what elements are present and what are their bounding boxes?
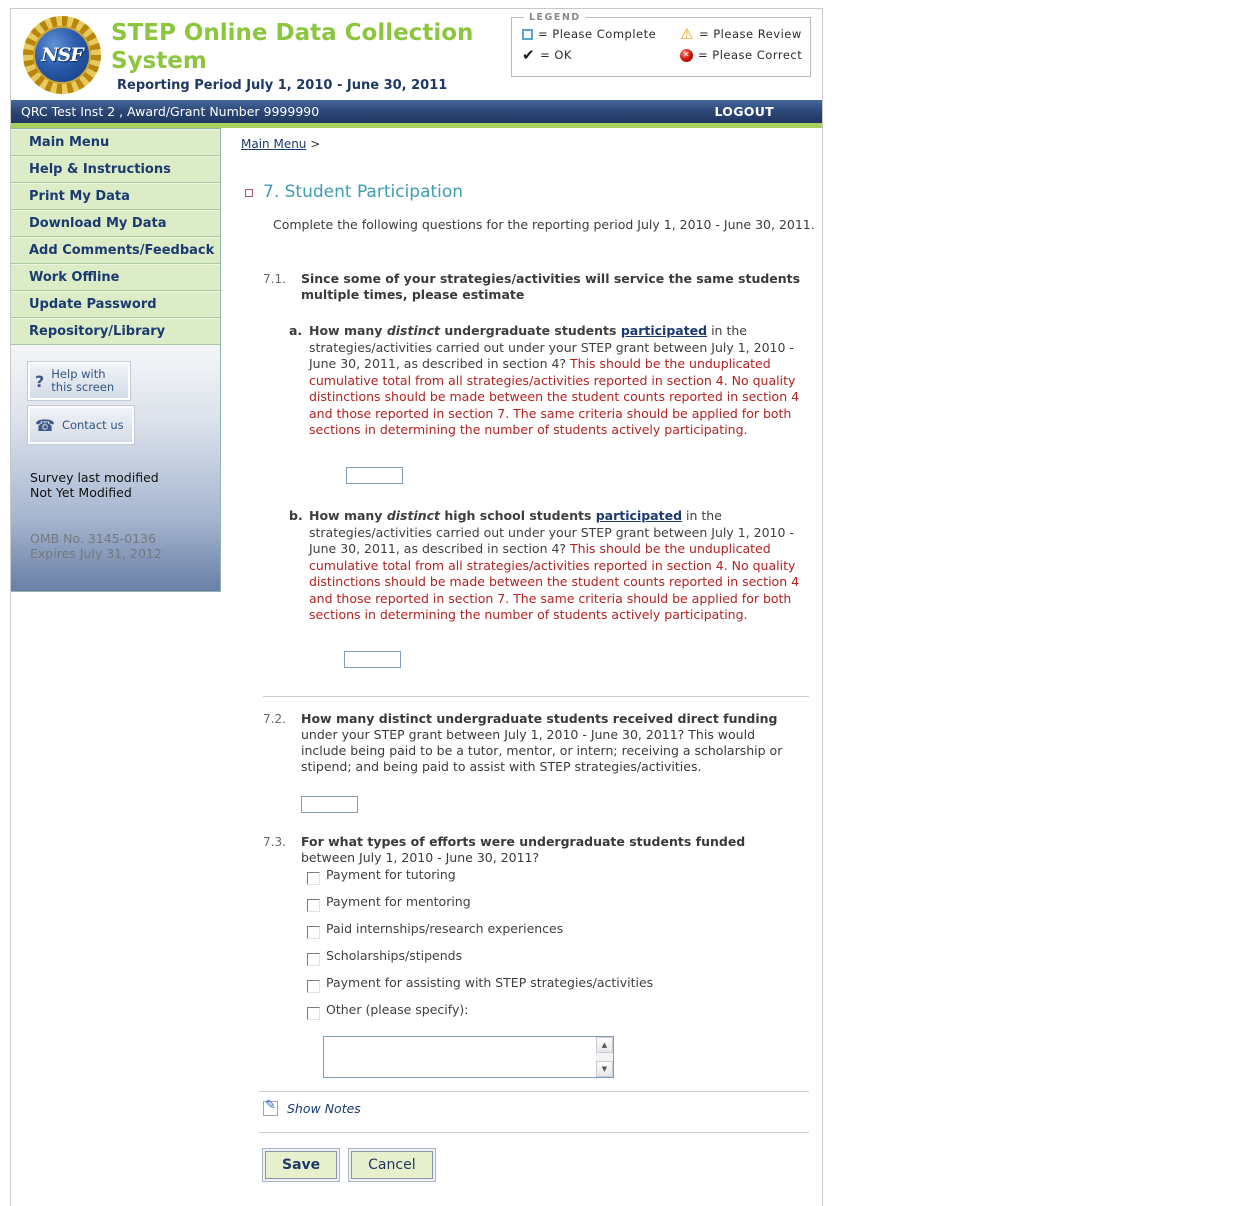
contact-us-button[interactable]: ☎ Contact us bbox=[28, 406, 134, 444]
checkbox[interactable] bbox=[307, 980, 320, 993]
input-7-1b[interactable] bbox=[344, 651, 401, 668]
nsf-logo-text: NSF bbox=[41, 44, 83, 66]
checkbox[interactable] bbox=[307, 1007, 320, 1020]
sidebar-item-help-instructions[interactable]: Help & Instructions bbox=[11, 156, 220, 183]
option-other-specify: Other (please specify): bbox=[307, 1002, 468, 1020]
sidebar bbox=[11, 128, 221, 592]
checkbox[interactable] bbox=[307, 926, 320, 939]
scroll-up-icon[interactable]: ▲ bbox=[596, 1037, 613, 1053]
textarea-scrollbar[interactable] bbox=[596, 1037, 613, 1077]
question-number: 7.2. bbox=[263, 712, 286, 726]
legend-item-complete: = Please Complete bbox=[522, 27, 680, 41]
survey-last-modified: Survey last modified Not Yet Modified bbox=[30, 470, 159, 500]
scroll-down-icon[interactable]: ▼ bbox=[596, 1061, 613, 1077]
app-title: STEP Online Data Collection System bbox=[111, 20, 474, 74]
phone-icon: ☎ bbox=[35, 415, 55, 435]
square-icon bbox=[522, 29, 533, 40]
divider bbox=[259, 1132, 809, 1133]
section-intro: Complete the following questions for the reporting period July 1, 2010 - June 30, 2011. bbox=[273, 217, 815, 232]
question-7-1 bbox=[263, 271, 801, 303]
header bbox=[11, 9, 822, 100]
notes-icon bbox=[263, 1101, 278, 1116]
omb-number: OMB No. 3145-0136 Expires July 31, 2012 bbox=[30, 531, 162, 561]
checkbox[interactable] bbox=[307, 872, 320, 885]
checkbox[interactable] bbox=[307, 899, 320, 912]
save-button[interactable]: Save bbox=[265, 1151, 337, 1179]
breadcrumb-main-menu-link[interactable]: Main Menu bbox=[241, 137, 307, 151]
reporting-period: Reporting Period July 1, 2010 - June 30, 2011 bbox=[117, 78, 448, 93]
institution-label: QRC Test Inst 2 , Award/Grant Number 9999990 bbox=[21, 104, 320, 119]
option-scholarships-stipends: Scholarships/stipends bbox=[307, 948, 462, 966]
other-specify-textarea-wrap bbox=[323, 1036, 614, 1078]
question-7-1b: b. How many distinct high school students participated in the strategies/activities carried out under your STEP grant between July 1, 2010 - June 30, 2011, as described in section 4? This should be the unduplicated cumulative total from all strategies/activities reported in section 4. No quality distinctions should be made between the student counts reported in section 4 and those reported in section 7. The same criteria should be applied for both sections in determining the number of students actively participating. bbox=[289, 508, 800, 622]
sidebar-item-main-menu[interactable]: Main Menu bbox=[11, 129, 220, 156]
legend-box bbox=[511, 12, 811, 77]
help-with-screen-button[interactable]: ? Help with this screen bbox=[28, 362, 130, 400]
other-specify-textarea[interactable] bbox=[324, 1037, 596, 1077]
section-header bbox=[245, 182, 463, 202]
option-paid-internships: Paid internships/research experiences bbox=[307, 921, 563, 939]
form-actions bbox=[265, 1151, 447, 1179]
cancel-button[interactable]: Cancel bbox=[351, 1151, 432, 1179]
check-icon: ✔ bbox=[522, 45, 536, 64]
option-payment-assisting: Payment for assisting with STEP strategies/activities bbox=[307, 975, 653, 993]
warning-icon: ⚠ bbox=[680, 24, 694, 43]
nsf-logo bbox=[23, 16, 101, 94]
question-mark-icon: ? bbox=[35, 371, 45, 391]
logout-button[interactable]: LOGOUT bbox=[714, 104, 774, 119]
status-square-icon bbox=[245, 189, 253, 197]
participated-link[interactable]: participated bbox=[620, 323, 708, 338]
sidebar-item-print-my-data[interactable]: Print My Data bbox=[11, 183, 220, 210]
divider bbox=[259, 1091, 809, 1092]
participated-link[interactable]: participated bbox=[595, 508, 683, 523]
legend-item-ok: ✔ = OK bbox=[522, 45, 572, 64]
option-payment-mentoring: Payment for mentoring bbox=[307, 894, 471, 912]
question-number: 7.1. bbox=[263, 272, 286, 286]
sidebar-item-work-offline[interactable]: Work Offline bbox=[11, 264, 220, 291]
sidebar-item-repository-library[interactable]: Repository/Library bbox=[11, 318, 220, 345]
sidebar-menu bbox=[11, 128, 221, 345]
legend-item-review: ⚠ = Please Review bbox=[680, 24, 802, 43]
sidebar-info-panel bbox=[11, 345, 221, 592]
legend-item-correct: ✕ = Please Correct bbox=[680, 48, 804, 62]
legend-title: LEGEND bbox=[524, 12, 586, 23]
sidebar-item-add-comments-feedback[interactable]: Add Comments/Feedback bbox=[11, 237, 220, 264]
checkbox[interactable] bbox=[307, 953, 320, 966]
top-bar bbox=[11, 100, 822, 123]
page-title: 7. Student Participation bbox=[263, 182, 464, 202]
input-7-2[interactable] bbox=[301, 796, 358, 813]
question-7-3: 7.3. For what types of efforts were undergraduate students funded between July 1, 2010 - June 30, 2011? bbox=[263, 834, 746, 865]
sidebar-item-update-password[interactable]: Update Password bbox=[11, 291, 220, 318]
question-text: Since some of your strategies/activities will service the same students multiple times, please estimate bbox=[301, 271, 801, 302]
input-7-1a[interactable] bbox=[346, 467, 403, 484]
option-payment-tutoring: Payment for tutoring bbox=[307, 867, 456, 885]
error-icon: ✕ bbox=[680, 49, 693, 62]
divider bbox=[263, 696, 809, 697]
breadcrumb: Main Menu > bbox=[241, 137, 321, 151]
question-number: 7.3. bbox=[263, 835, 286, 849]
show-notes-link[interactable]: ✎ Show Notes bbox=[263, 1101, 361, 1116]
page-container bbox=[10, 8, 823, 1206]
sidebar-item-download-my-data[interactable]: Download My Data bbox=[11, 210, 220, 237]
question-7-1a: a. How many distinct undergraduate students participated in the strategies/activities carried out under your STEP grant between July 1, 2010 - June 30, 2011, as described in section 4? This should be the unduplicated cumulative total from all strategies/activities reported in section 4. No quality distinctions should be made between the student counts reported in section 4 and those reported in section 7. The same criteria should be applied for both sections in determining the number of students actively participating. bbox=[289, 323, 800, 437]
question-7-2: 7.2. How many distinct undergraduate students received direct funding under your STEP grant between July 1, 2010 - June 30, 2011? This would include being paid to be a tutor, mentor, or intern; receiving a scholarship or stipend; and being paid to assist with STEP strategies/activities. bbox=[263, 711, 783, 774]
